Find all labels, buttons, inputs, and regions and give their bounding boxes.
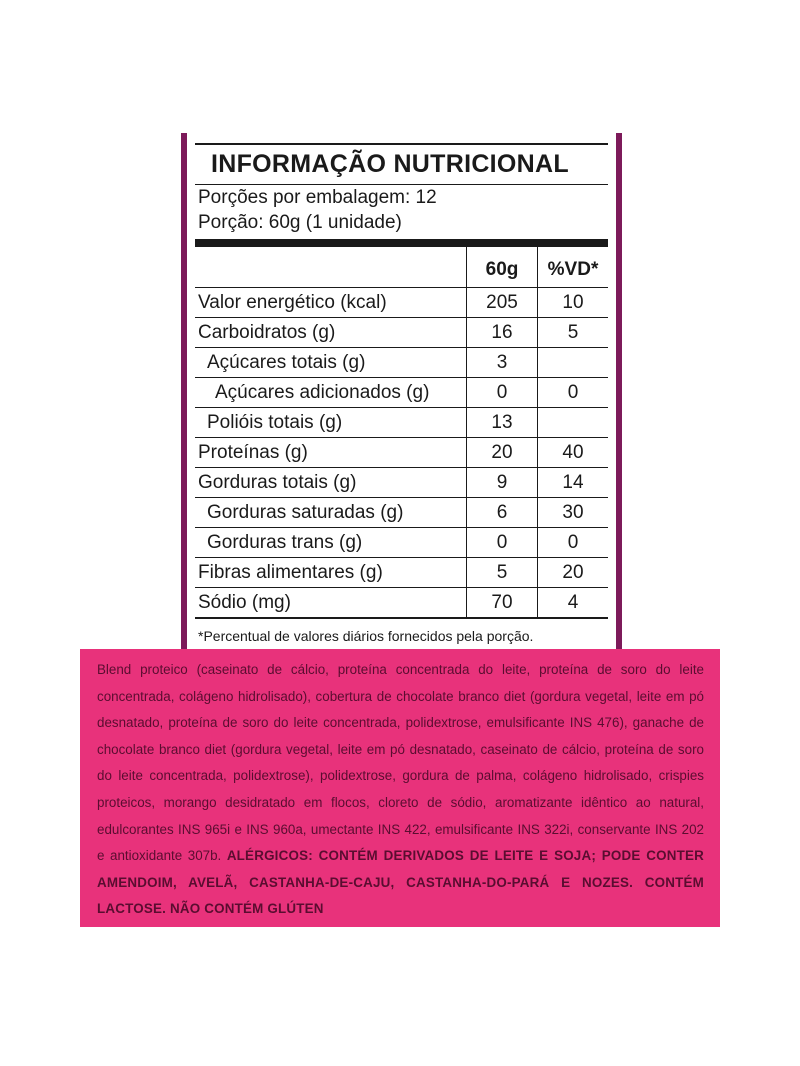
- table-row: [195, 468, 608, 498]
- table-row: [195, 438, 608, 468]
- nutrient-amount: 70: [467, 588, 538, 619]
- label-title: INFORMAÇÃO NUTRICIONAL: [211, 150, 569, 178]
- table-row: [195, 348, 608, 378]
- nutrient-name: Gorduras totais (g): [195, 468, 467, 498]
- nutrient-amount: 13: [467, 408, 538, 438]
- nutrient-dv: 4: [538, 588, 609, 619]
- thick-divider: [195, 239, 608, 247]
- nutrition-table: [195, 247, 608, 619]
- nutrient-name: Gorduras trans (g): [195, 528, 467, 558]
- nutrient-dv: [538, 408, 609, 438]
- column-header-amount: 60g: [467, 247, 538, 288]
- nutrient-dv: 14: [538, 468, 609, 498]
- allergens-text: ALÉRGICOS: CONTÉM DERIVADOS DE LEITE E SOJA; PODE CONTER AMENDOIM, AVELÃ, CASTANHA-DE-CAJU, CASTANHA-DO-PARÁ E NOZES. CONTÉM LACTOSE. NÃO CONTÉM GLÚTEN: [97, 848, 704, 917]
- ingredients-panel: [80, 649, 720, 927]
- nutrient-dv: 5: [538, 318, 609, 348]
- nutrient-name: Carboidratos (g): [195, 318, 467, 348]
- nutrient-name: Sódio (mg): [195, 588, 467, 619]
- nutrition-label: [181, 133, 622, 649]
- nutrient-name: Polióis totais (g): [195, 408, 467, 438]
- servings-per-package: Porções por embalagem: 12: [198, 187, 437, 208]
- nutrient-name: Açúcares adicionados (g): [195, 378, 467, 408]
- ingredients-text: Blend proteico (caseinato de cálcio, proteína concentrada do leite, proteína de soro do leite concentrada, colágeno hidrolisado), cobertura de chocolate branco diet (gordura vegetal, leite em pó desnatado, proteína de soro do leite concentrada, polidextrose, emulsificante INS 476), ganache de chocolate branco diet (gordura vegetal, leite em pó desnatado, caseinato de cálcio, proteína de soro do leite concentrada, polidextrose), polidextrose, gordura de palma, colágeno hidrolisado, crispies proteicos, morango desidratado em flocos, cloreto de sódio, aromatizante idêntico ao natural, edulcorantes INS 965i e INS 960a, umectante INS 422, emulsificante INS 322i, conservante INS 202 e antioxidante 307b.: [97, 662, 704, 864]
- serving-size: Porção: 60g (1 unidade): [198, 212, 402, 233]
- nutrient-dv: [538, 348, 609, 378]
- table-row: [195, 408, 608, 438]
- nutrient-dv: 0: [538, 378, 609, 408]
- nutrient-dv: 40: [538, 438, 609, 468]
- nutrient-amount: 205: [467, 288, 538, 318]
- nutrient-name: Valor energético (kcal): [195, 288, 467, 318]
- nutrient-amount: 0: [467, 528, 538, 558]
- nutrient-amount: 3: [467, 348, 538, 378]
- nutrient-dv: 10: [538, 288, 609, 318]
- table-row: [195, 318, 608, 348]
- nutrient-name: Proteínas (g): [195, 438, 467, 468]
- header-blank: [195, 247, 467, 288]
- nutrient-name: Gorduras saturadas (g): [195, 498, 467, 528]
- nutrient-name: Fibras alimentares (g): [195, 558, 467, 588]
- nutrient-dv: 0: [538, 528, 609, 558]
- table-row: [195, 528, 608, 558]
- table-row: [195, 558, 608, 588]
- nutrient-amount: 20: [467, 438, 538, 468]
- table-row: [195, 588, 608, 619]
- nutrient-amount: 0: [467, 378, 538, 408]
- nutrition-label-frame: [195, 143, 608, 649]
- nutrient-amount: 5: [467, 558, 538, 588]
- table-row: [195, 498, 608, 528]
- nutrient-name: Açúcares totais (g): [195, 348, 467, 378]
- column-header-dv: %VD*: [538, 247, 609, 288]
- footnote: *Percentual de valores diários fornecidos pela porção.: [198, 628, 534, 644]
- table-header-row: [195, 247, 608, 288]
- nutrient-amount: 9: [467, 468, 538, 498]
- nutrient-dv: 20: [538, 558, 609, 588]
- nutrient-amount: 6: [467, 498, 538, 528]
- table-row: [195, 378, 608, 408]
- nutrient-amount: 16: [467, 318, 538, 348]
- table-row: [195, 288, 608, 318]
- nutrient-dv: 30: [538, 498, 609, 528]
